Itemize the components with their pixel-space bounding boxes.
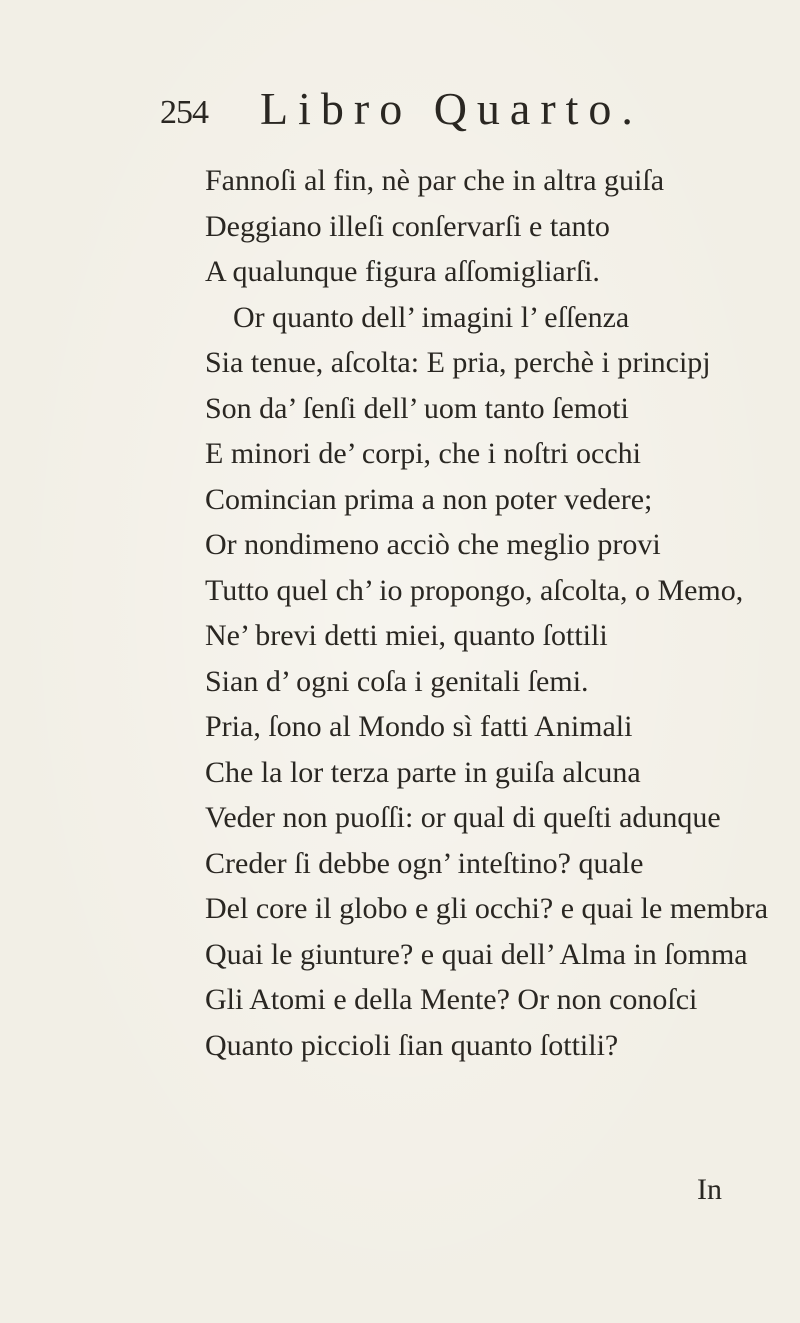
verse-line: Creder ſi debbe ogn’ inteſtino? quale: [205, 846, 644, 880]
verse-line: Sian d’ ogni coſa i genitali ſemi.: [205, 664, 589, 698]
verse-line: Quanto piccioli ſian quanto ſottili?: [205, 1028, 619, 1062]
verse-line: Sia tenue, aſcolta: E pria, perchè i principj: [205, 346, 711, 379]
verse-line: Comincian prima a non poter vedere;: [205, 482, 653, 516]
verse-line: Or nondimeno acciò che meglio provi: [205, 528, 661, 561]
verse-line: Veder non puoſſi: or qual di queſti adunque: [205, 801, 721, 834]
verse-line: Fannoſi al fin, nè par che in altra guiſa: [205, 164, 665, 197]
verse-line: Gli Atomi e della Mente? Or non conoſci: [205, 983, 698, 1016]
poem-text: [205, 158, 769, 1068]
verse-line: Deggiano illeſi conſervarſi e tanto: [205, 209, 610, 243]
verse-line: A qualunque figura aſſomigliarſi.: [205, 255, 600, 288]
verse-line: Son da’ ſenſi dell’ uom tanto ſemoti: [205, 391, 629, 425]
catchword: In: [697, 1173, 722, 1206]
verse-line: E minori de’ corpi, che i noſtri occhi: [205, 437, 641, 470]
verse-line: Ne’ brevi detti miei, quanto ſottili: [205, 619, 608, 652]
verse-line: Che la lor terza parte in guiſa alcuna: [205, 755, 641, 789]
page-header: [160, 82, 760, 132]
verse-line: Quai le giunture? e quai dell’ Alma in ſomma: [205, 937, 748, 971]
verse-line: Pria, ſono al Mondo sì fatti Animali: [205, 710, 633, 743]
verse-line: Or quanto dell’ imagini l’ eſſenza: [233, 300, 630, 334]
verse-line: Tutto quel ch’ io propongo, aſcolta, o Memo,: [205, 573, 744, 607]
running-head: Libro Quarto.: [260, 83, 643, 134]
verse-line: Del core il globo e gli occhi? e quai le membra: [205, 892, 769, 925]
page-number: 254: [160, 94, 208, 131]
